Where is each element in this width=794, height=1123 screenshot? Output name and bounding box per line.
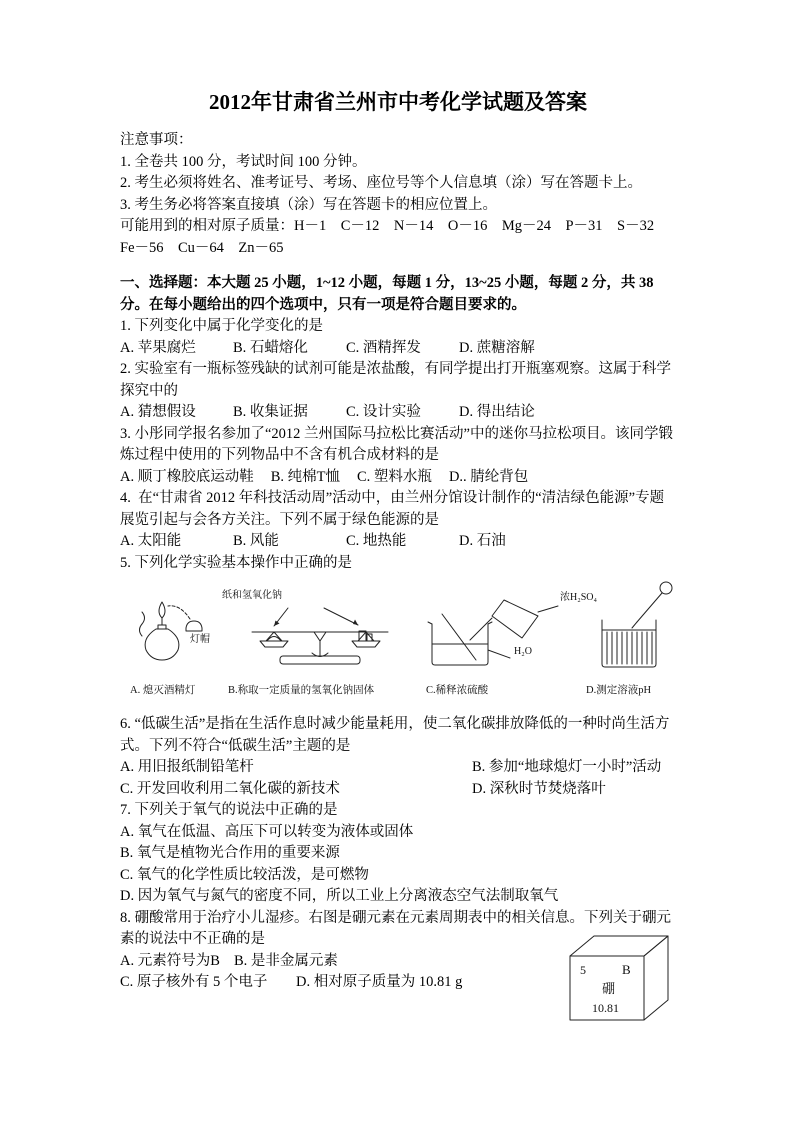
question-4-options	[120, 531, 676, 553]
figure-caption-b: B.称取一定质量的氢氧化钠固体	[228, 685, 375, 696]
notice-item-2: 2. 考生必须将姓名、准考证号、考场、座位号等个人信息填（涂）写在答题卡上。	[120, 175, 642, 191]
beaker-spout	[428, 622, 432, 624]
question-8	[120, 908, 676, 1015]
q2-option-d: D. 得出结论	[459, 404, 535, 420]
q1-option-d: D. 蔗糖溶解	[459, 339, 535, 356]
q7-option-c: C. 氧气的化学性质比较活泼，是可燃物	[120, 866, 369, 883]
question-5-text: 5. 下列化学实验基本操作中正确的是	[120, 554, 352, 571]
dilution-figure	[422, 584, 577, 676]
question-8-text: 8. 硼酸常用于治疗小儿湿疹。右图是硼元素在元素周期表中的相关信息。下列关于硼元素的说法中不正确的是	[120, 909, 671, 947]
question-5-figure	[126, 578, 676, 712]
dropper-tip	[632, 622, 637, 628]
q8-option-b: B. 是非金属元素	[234, 952, 338, 969]
label-arrowhead-left	[274, 621, 280, 627]
water-label: H₂O	[514, 646, 532, 657]
stirring-rod	[442, 614, 476, 660]
atomic-masses-line-1: 可能用到的相对原子质量：H－1 C－12 N－14 O－16 Mg－24 P－31 S－32	[120, 218, 655, 234]
q2-option-b: B. 收集证据	[233, 404, 308, 420]
lamp-body	[145, 629, 179, 660]
q4-option-d: D. 石油	[459, 533, 506, 549]
q8-option-a: A. 元素符号为B	[120, 952, 220, 969]
beaker-rim	[488, 622, 492, 624]
question-3-text: 3. 小彤同学报名参加了“2012 兰州国际马拉松比赛活动”中的迷你马拉松项目。该同学锻炼过程中使用的下列物品中不含有机合成材料的是	[120, 425, 673, 463]
q3-option-c: C. 塑料水瓶	[357, 468, 432, 485]
water-leader-line	[488, 650, 510, 658]
dropper-tube	[637, 593, 662, 622]
q7-option-d: D. 因为氧气与氮气的密度不同，所以工业上分离液态空气法制取氧气	[120, 888, 559, 904]
cube-top-face	[570, 936, 668, 956]
notice-item-1: 1. 全卷共 100 分，考试时间 100 分钟。	[120, 153, 367, 170]
q4-option-c: C. 地热能	[346, 533, 407, 549]
page-title: 2012年甘肃省兰州市中考化学试题及答案	[209, 90, 587, 114]
question-1-text: 1. 下列变化中属于化学变化的是	[120, 318, 323, 334]
lamp-cap	[186, 621, 202, 631]
question-4-text: 4. 在“甘肃省 2012 年科技活动周”活动中，由兰州分馆设计制作的“清洁绿色能源”专题展览引起与会各方关注。下列不属于绿色能源的是	[120, 490, 665, 528]
question-6-text: 6. “低碳生活”是指在生活作息时减少能量耗用，使二氧化碳排放降低的一种时尚生活方式。下列不符合“低碳生活”主题的是	[120, 716, 670, 754]
acid-label: 浓H₂SO₄	[560, 592, 597, 603]
label-arrow-right	[324, 608, 358, 625]
q3-option-b: B. 纯棉T恤	[270, 468, 341, 485]
q4-option-b: B. 风能	[233, 533, 279, 549]
figure-caption-d: D.测定溶液pH	[586, 685, 652, 696]
figure-caption-c: C.稀释浓硫酸	[426, 685, 489, 696]
q6-option-c: C. 开发回收利用二氧化碳的新技术	[120, 780, 340, 797]
alcohol-lamp-figure	[128, 594, 216, 670]
q1-option-c: C. 酒精挥发	[346, 339, 421, 356]
acid-leader-line	[538, 606, 558, 612]
acid-bottle	[492, 600, 538, 638]
flame-icon	[159, 602, 165, 618]
beaker	[602, 620, 656, 667]
question-3	[120, 424, 676, 489]
question-1	[120, 316, 676, 359]
boron-element-box-figure	[566, 928, 676, 1026]
q2-option-a: A. 猜想假设	[120, 404, 196, 420]
boron-atomic-number: 5	[580, 962, 586, 977]
question-5	[120, 553, 676, 713]
figure-caption-a: A. 熄灭酒精灯	[130, 685, 196, 696]
q3-option-a: A. 顺丁橡胶底运动鞋	[120, 468, 254, 485]
label-arrowhead-right	[353, 620, 358, 626]
notice-item-3: 3. 考生务必将答案直接填（涂）写在答题卡的相应位置上。	[120, 196, 497, 213]
q6-option-a: A. 用旧报纸制铅笔杆	[120, 759, 254, 775]
q1-option-b: B. 石蜡熔化	[233, 339, 308, 356]
question-2-text: 2. 实验室有一瓶标签残缺的试剂可能是浓盐酸，有同学提出打开瓶塞观察。这属于科学探究中的	[120, 361, 671, 399]
question-2	[120, 359, 676, 424]
q7-option-b: B. 氧气是植物光合作用的重要来源	[120, 845, 340, 861]
question-2-options	[120, 402, 676, 424]
boron-name: 硼	[602, 980, 616, 996]
section-1-heading: 一、选择题：本大题 25 小题，1~12 小题，每题 1 分，13~25 小题，每题 2 分，共 38 分。在每小题给出的四个选项中，只有一项是符合题目要求的。	[120, 275, 658, 313]
q4-option-a: A. 太阳能	[120, 533, 182, 549]
lamp-cap-label: 灯帽	[190, 634, 210, 645]
question-6-options	[120, 757, 676, 800]
cap-motion-arc	[168, 606, 190, 619]
boron-symbol: B	[622, 961, 631, 977]
q1-option-a: A. 苹果腐烂	[120, 339, 196, 356]
acid-stream	[470, 618, 492, 640]
balance-fulcrum	[314, 632, 326, 641]
left-pan	[260, 641, 288, 647]
paper-naoh-label: 纸和氢氧化钠	[222, 590, 282, 601]
q8-option-c: C. 原子核外有 5 个电子	[120, 974, 268, 990]
q6-option-d: D. 深秋时节焚烧落叶	[472, 780, 606, 797]
question-3-options	[120, 467, 676, 489]
right-pan	[352, 641, 380, 647]
boron-atomic-mass: 10.81	[592, 1000, 619, 1015]
notice-heading: 注意事项：	[120, 132, 193, 148]
question-1-options	[120, 338, 676, 360]
question-7	[120, 800, 676, 908]
q3-option-d: D.. 腈纶背包	[448, 468, 529, 485]
q7-option-a: A. 氧气在低温、高压下可以转变为液体或固体	[120, 823, 414, 840]
question-6	[120, 714, 676, 800]
q2-option-c: C. 设计实验	[346, 404, 421, 420]
q8-option-d: D. 相对原子质量为 10.81 g	[296, 974, 463, 990]
atomic-masses-line-2: Fe－56 Cu－64 Zn－65	[120, 239, 284, 256]
ph-test-figure	[590, 578, 680, 674]
q6-option-b: B. 参加“地球熄灯一小时”活动	[472, 759, 662, 775]
question-4	[120, 488, 676, 553]
question-7-text: 7. 下列关于氧气的说法中正确的是	[120, 802, 338, 818]
smoke-line	[140, 612, 145, 636]
balance-base	[280, 656, 360, 664]
cube-side-face	[644, 936, 668, 1020]
balance-figure	[236, 606, 404, 670]
dropper-bulb	[660, 582, 672, 594]
lamp-collar	[158, 625, 166, 629]
